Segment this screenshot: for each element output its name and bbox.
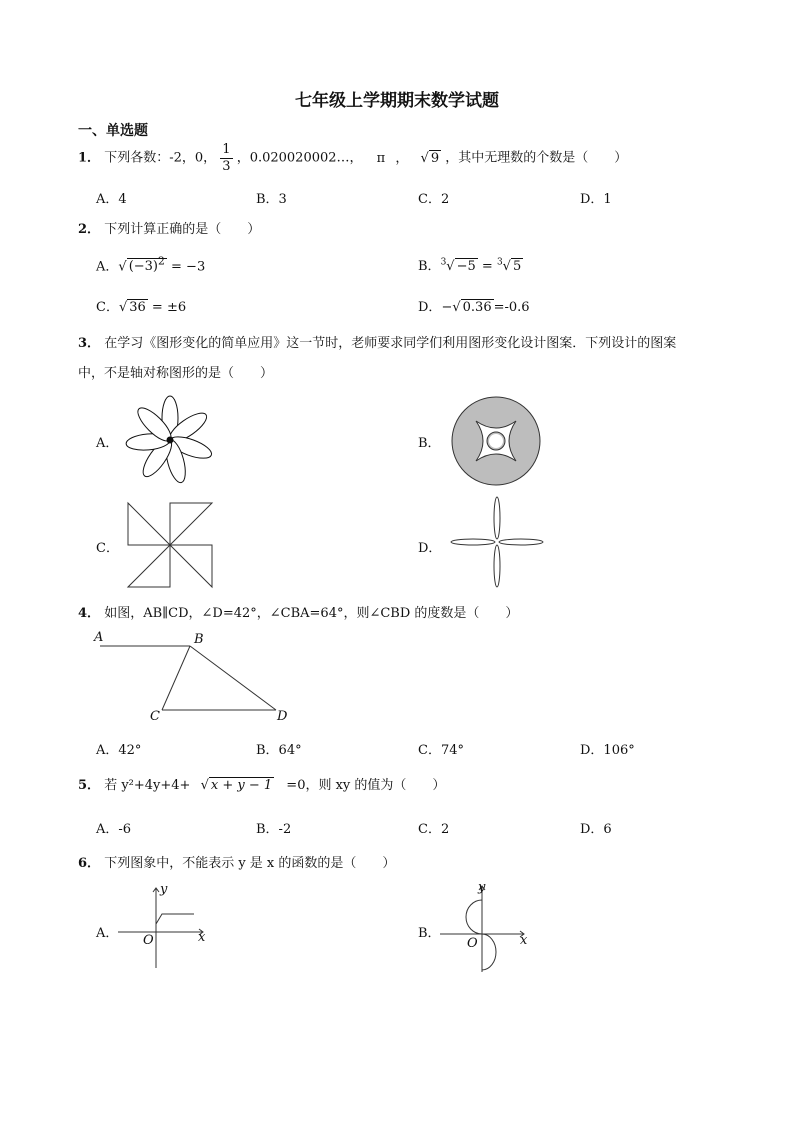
question-text: 下列计算正确的是（ ）	[104, 222, 261, 237]
question-3	[78, 332, 676, 351]
radicand	[127, 255, 167, 275]
question-text-line2: 中，不是轴对称图形的是（ ）	[78, 366, 274, 381]
option-d[interactable]: D．	[418, 541, 442, 556]
radicand: x + y − 1	[210, 778, 273, 793]
question-text: =0，则 xy 的值为（ ）	[286, 778, 446, 793]
question-text: 如图，AB∥CD，∠D=42°，∠CBA=64°，则∠CBD 的度数是（ ）	[104, 606, 519, 621]
option-text: = ±6	[147, 300, 187, 315]
section-heading: 一、单选题	[78, 123, 148, 139]
axis-label-x: x	[520, 933, 528, 948]
pinwheel-figure	[128, 503, 212, 587]
exponent: 2	[158, 255, 165, 268]
graph-b	[440, 882, 535, 974]
denominator: 3	[222, 158, 231, 174]
pi-symbol: π	[376, 150, 386, 166]
option-c[interactable]: C．2	[418, 822, 450, 837]
root-index: 3	[440, 257, 447, 268]
radicand: 9	[430, 150, 440, 166]
option-a[interactable]: A．4	[96, 192, 127, 207]
radicand: 0.36	[462, 300, 492, 315]
option-b[interactable]: B．	[418, 436, 441, 451]
option-text: =-0.6	[493, 300, 530, 315]
question-text: 下列各数：-2，0，	[104, 150, 217, 166]
point-label-c: C	[150, 709, 160, 724]
point-label-b: B	[194, 632, 204, 647]
question-number: 4．	[78, 606, 101, 621]
option-b[interactable]: B．64°	[256, 743, 302, 758]
page-title: 七年级上学期期末数学试题	[295, 91, 499, 111]
axis-label-y: y	[160, 882, 168, 897]
question-text: ，	[395, 150, 409, 166]
radicand: −5	[456, 259, 476, 274]
option-c[interactable]: C．74°	[418, 743, 464, 758]
option-c[interactable]: C．√ 36 = ±6	[96, 300, 187, 315]
question-number: 5．	[78, 778, 101, 793]
option-a[interactable]: A．	[96, 926, 119, 941]
point-label-a: A	[94, 630, 104, 645]
disc-figure	[450, 395, 542, 487]
option-label: B．	[418, 259, 441, 274]
fraction	[220, 142, 232, 174]
radicand-text: (−3)	[128, 259, 158, 275]
option-text: =	[477, 259, 497, 274]
radicand: 5	[512, 259, 522, 274]
option-b[interactable]: B．3	[256, 192, 287, 207]
root-index: 3	[496, 257, 503, 268]
question-6	[78, 852, 395, 871]
origin-label: O	[143, 933, 154, 948]
question-number: 3．	[78, 336, 101, 351]
option-text: = −3	[166, 259, 206, 275]
ellipses-figure	[450, 496, 545, 588]
question-5: 5． 若 y²+4y+4+ √ x + y − 1 =0，则 xy 的值为（ ）	[78, 778, 446, 793]
question-text: 下列图象中，不能表示 y 是 x 的函数的是（ ）	[104, 856, 396, 871]
option-b[interactable]: B．$^3$√ −5 = $^3$√ 5	[418, 257, 522, 274]
minus-sign: −	[441, 300, 453, 315]
flower-figure	[125, 395, 215, 485]
question-text: 在学习《图形变化的简单应用》这一节时，老师要求同学们利用图形变化设计图案．下列设计的图案	[104, 336, 677, 351]
question-text: ，0.020020002…，	[236, 150, 363, 166]
question-4	[78, 602, 518, 621]
question-number: 2．	[78, 222, 101, 237]
question-text: ，其中无理数的个数是（ ）	[445, 150, 628, 166]
option-a[interactable]: A．√ $(-3)^2 = -3$	[96, 255, 206, 275]
option-a[interactable]: A．	[96, 436, 119, 451]
question-number: 6．	[78, 856, 101, 871]
numerator: 1	[222, 142, 231, 157]
option-b[interactable]: B．-2	[256, 822, 292, 837]
axis-label-x: x	[198, 930, 206, 945]
question-2	[78, 218, 260, 237]
option-d[interactable]: D．−√ 0.36 =-0.6	[418, 300, 530, 315]
question-1: 1． 下列各数：-2，0， $\frac{1}{3}$ ，0.020020002…， π ， √ 9 ，其中无理数的个数是（ ）	[78, 142, 628, 174]
option-d[interactable]: D．6	[580, 822, 612, 837]
option-c[interactable]: C．	[96, 541, 119, 556]
option-d[interactable]: D．1	[580, 192, 612, 207]
option-label: C．	[96, 300, 119, 315]
option-d[interactable]: D．106°	[580, 743, 635, 758]
axis-label-y: y	[478, 880, 486, 895]
origin-label: O	[467, 936, 478, 951]
option-a[interactable]: A．-6	[96, 822, 132, 837]
question-number: 1．	[78, 150, 101, 166]
question-text: 若 y²+4y+4+	[104, 778, 191, 793]
option-label: A．	[96, 259, 119, 275]
option-b[interactable]: B．	[418, 926, 441, 941]
radicand: 36	[129, 300, 146, 315]
option-c[interactable]: C．2	[418, 192, 450, 207]
option-label: D．	[418, 300, 442, 315]
option-a[interactable]: A．42°	[96, 743, 142, 758]
point-label-d: D	[277, 709, 288, 724]
